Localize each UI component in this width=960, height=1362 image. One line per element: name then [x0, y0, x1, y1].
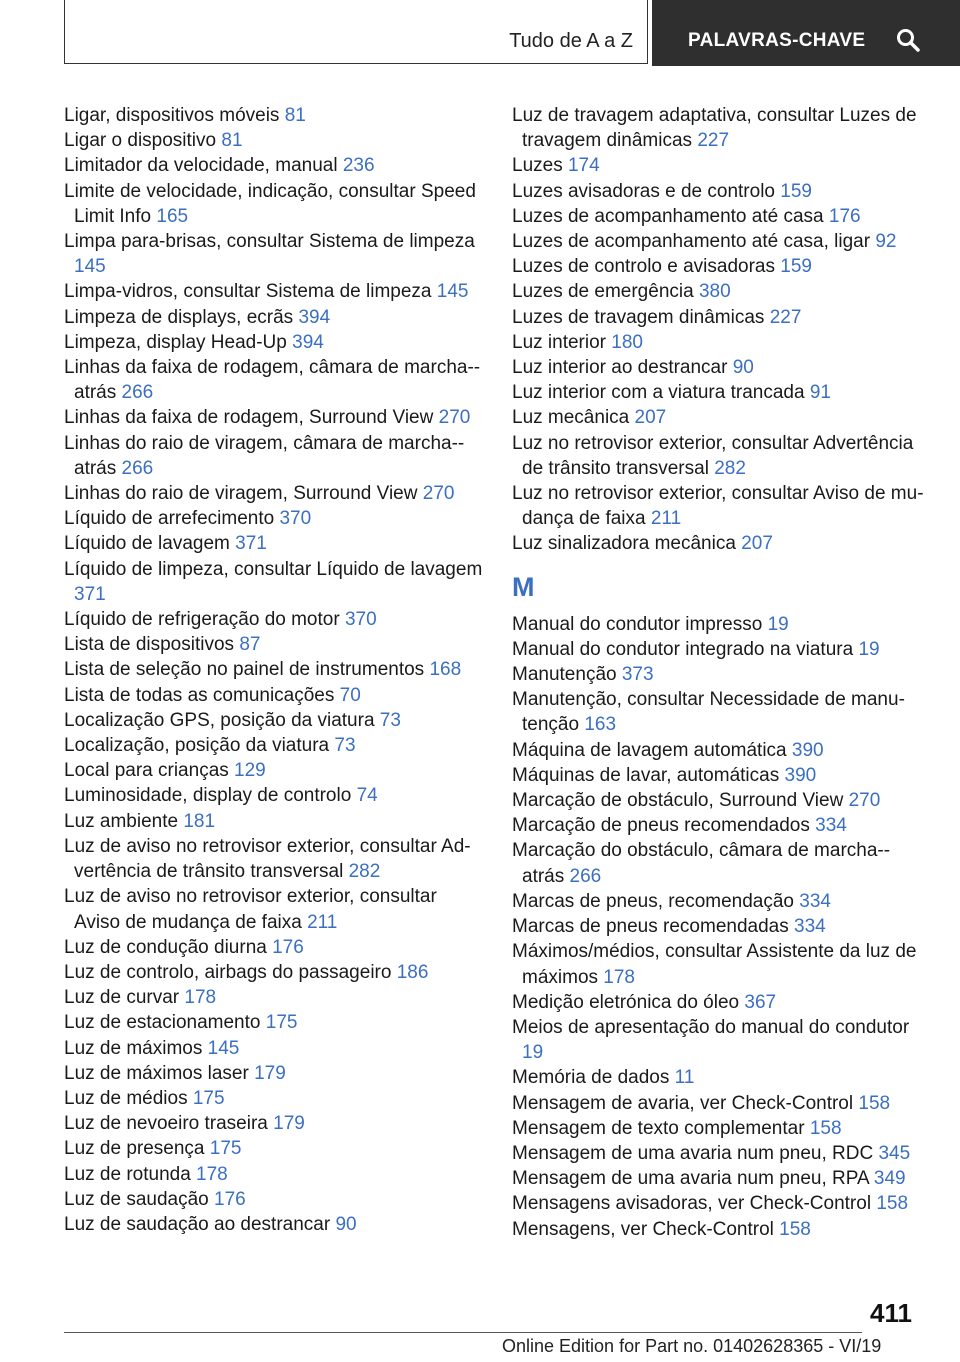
- index-entry-page-link[interactable]: 168: [429, 659, 462, 681]
- index-entry-text: Luzes de acompanhamento até casa: [512, 205, 824, 227]
- index-entry[interactable]: [512, 914, 932, 939]
- tab-a-to-z[interactable]: [64, 0, 648, 64]
- index-entry[interactable]: [512, 229, 932, 254]
- index-entry-page-link[interactable]: 81: [221, 130, 243, 152]
- index-entry[interactable]: [64, 557, 484, 607]
- index-entry-page-link[interactable]: 207: [634, 407, 667, 429]
- index-entry[interactable]: [64, 1187, 484, 1212]
- index-entry[interactable]: [512, 481, 932, 531]
- index-entry[interactable]: [512, 1217, 932, 1242]
- index-entry-page-link[interactable]: 334: [799, 890, 831, 912]
- index-entry[interactable]: [512, 813, 932, 838]
- index-entry-text: Luz de condução diurna: [64, 936, 267, 958]
- index-entry[interactable]: [64, 103, 484, 128]
- index-entry-page-link[interactable]: 266: [121, 457, 154, 479]
- index-entry-text: Luz no retrovisor exterior, consultar Advertência de trânsito transversal: [512, 432, 914, 479]
- index-entry-text: Mensagens, ver Check-Control: [512, 1218, 774, 1240]
- index-entry-text: Luz de aviso no retrovisor exterior, consultar Advertência de trânsito transversal: [64, 835, 471, 883]
- index-entry[interactable]: [512, 254, 932, 279]
- index-entry-page-link[interactable]: 270: [438, 407, 471, 429]
- index-entry[interactable]: [512, 531, 932, 556]
- index-entry-text: Limite de velocidade, indicação, consultar Speed Limit Info: [64, 180, 476, 227]
- index-entry[interactable]: [64, 1136, 484, 1161]
- index-entry-page-link[interactable]: 175: [209, 1138, 242, 1160]
- index-entry-text: Marcação de pneus recomendados: [512, 815, 810, 837]
- index-entry[interactable]: [512, 990, 932, 1015]
- index-entry-page-link[interactable]: 270: [848, 790, 881, 812]
- index-entry[interactable]: [64, 1010, 484, 1035]
- index-entry-text: Luz de controlo, airbags do passageiro: [64, 961, 392, 983]
- index-entry[interactable]: [64, 884, 484, 934]
- index-entry-text: Localização, posição da viatura: [64, 735, 330, 757]
- index-entry-page-link[interactable]: 181: [183, 810, 216, 832]
- index-entry-text: Luz de curvar: [64, 987, 180, 1009]
- header-bar: [0, 0, 960, 66]
- index-entry-page-link[interactable]: 73: [379, 709, 401, 731]
- index-entry-page-link[interactable]: 227: [769, 306, 802, 328]
- index-entry[interactable]: [64, 809, 484, 834]
- index-entry-page-link[interactable]: 159: [780, 256, 812, 278]
- index-entry-text: Luz de médios: [64, 1087, 188, 1109]
- index-entry-text: Luzes de travagem dinâmicas: [512, 306, 765, 328]
- index-entry-page-link[interactable]: 158: [876, 1193, 909, 1215]
- index-entry-page-link[interactable]: 266: [121, 382, 154, 404]
- section-letter: M: [512, 571, 535, 602]
- index-entry-text: Luzes de emergência: [512, 281, 694, 303]
- index-entry-page-link[interactable]: 90: [335, 1213, 357, 1235]
- index-entry-page-link[interactable]: 129: [234, 760, 266, 782]
- index-entry-text: Limpeza de displays, ecrãs: [64, 306, 294, 328]
- index-entry-text: Limpa-vidros, consultar Sistema de limpeza: [64, 281, 432, 303]
- index-entry-page-link[interactable]: 390: [791, 739, 824, 761]
- index-entry[interactable]: [64, 1086, 484, 1111]
- index-entry-text: Luz interior com a viatura trancada: [512, 382, 805, 404]
- index-entry-text: Luz ambiente: [64, 810, 179, 832]
- index-entry-page-link[interactable]: 211: [650, 508, 682, 530]
- index-entry[interactable]: [512, 1141, 932, 1166]
- index-entry-text: Mensagem de uma avaria num pneu, RDC: [512, 1142, 874, 1164]
- index-entry[interactable]: [64, 834, 484, 884]
- index-entry-page-link[interactable]: 394: [298, 306, 331, 328]
- index-entry-text: Marcas de pneus, recomendação: [512, 890, 794, 912]
- index-entry-text: Linhas do raio de viragem, Surround View: [64, 483, 418, 505]
- index-entry-page-link[interactable]: 266: [569, 865, 602, 887]
- index-entry-page-link[interactable]: 11: [674, 1067, 695, 1089]
- index-entry-text: Máximos/médios, consultar Assistente da luz de máximos: [512, 941, 917, 988]
- index-entry[interactable]: [512, 305, 932, 330]
- index-entry[interactable]: [64, 279, 484, 304]
- index-entry-text: Luminosidade, display de controlo: [64, 785, 352, 807]
- index-entry-text: Localização GPS, posição da viatura: [64, 709, 375, 731]
- index-entry[interactable]: [512, 330, 932, 355]
- index-entry-text: Linhas da faixa de rodagem, Surround View: [64, 407, 434, 429]
- index-entry-page-link[interactable]: 207: [741, 533, 773, 555]
- index-entry-text: Lista de seleção no painel de instrumentos: [64, 659, 425, 681]
- index-group-m: [512, 612, 932, 1242]
- index-entry-text: Luz mecânica: [512, 407, 630, 429]
- index-entry-text: Local para crianças: [64, 760, 229, 782]
- index-entry-text: Mensagem de avaria, ver Check-Control: [512, 1092, 854, 1114]
- index-entry-text: Luz de travagem adaptativa, consultar Luzes de travagem dinâmicas: [512, 105, 917, 152]
- index-entry-text: Luz de rotunda: [64, 1163, 191, 1185]
- index-entry[interactable]: [64, 305, 484, 330]
- index-entry-text: Luz de máximos laser: [64, 1062, 249, 1084]
- index-entry-text: Luz interior: [512, 331, 606, 353]
- index-entry-page-link[interactable]: 180: [611, 331, 643, 353]
- index-entry-text: Lista de dispositivos: [64, 634, 235, 656]
- index-entry-text: Luz de estacionamento: [64, 1012, 261, 1034]
- index-entry[interactable]: [64, 531, 484, 556]
- index-entry-text: Limpeza, display Head-Up: [64, 331, 287, 353]
- index-entry[interactable]: [512, 788, 932, 813]
- index-entry-page-link[interactable]: 163: [584, 714, 617, 736]
- index-entry[interactable]: [64, 1061, 484, 1086]
- index-entry[interactable]: [512, 204, 932, 229]
- index-entry-text: Ligar o dispositivo: [64, 130, 217, 152]
- index-entry[interactable]: [64, 1162, 484, 1187]
- index-entry-page-link[interactable]: 179: [254, 1062, 286, 1084]
- index-entry-page-link[interactable]: 371: [235, 533, 267, 555]
- index-entry-text: Limpa para-brisas, consultar Sistema de limpeza: [64, 231, 475, 253]
- index-entry-page-link[interactable]: 176: [214, 1188, 246, 1210]
- index-entry-page-link[interactable]: 73: [334, 735, 356, 757]
- index-entry[interactable]: [512, 380, 932, 405]
- index-entry-page-link[interactable]: 159: [780, 180, 812, 202]
- index-entry-text: Luzes de controlo e avisadoras: [512, 256, 775, 278]
- index-entry-page-link[interactable]: 70: [339, 684, 361, 706]
- index-entry-page-link[interactable]: 175: [265, 1012, 298, 1034]
- index-entry-text: Luzes avisadoras e de controlo: [512, 180, 775, 202]
- index-entry-page-link[interactable]: 270: [422, 483, 455, 505]
- index-entry-page-link[interactable]: 91: [809, 382, 831, 404]
- index-entry[interactable]: [512, 612, 932, 637]
- index-column-right: [512, 103, 932, 1242]
- index-entry-text: Ligar, dispositivos móveis: [64, 105, 280, 126]
- index-entry-page-link[interactable]: 145: [207, 1037, 240, 1059]
- index-entry-text: Luzes de acompanhamento até casa, ligar: [512, 231, 871, 253]
- index-entry[interactable]: [64, 708, 484, 733]
- index-entry-text: Luz de nevoeiro traseira: [64, 1113, 268, 1135]
- index-entry-page-link[interactable]: 227: [697, 130, 730, 152]
- index-entry[interactable]: [64, 1111, 484, 1136]
- footer-divider: [64, 1332, 862, 1333]
- index-entry[interactable]: [512, 1116, 932, 1141]
- index-entry-page-link[interactable]: 90: [732, 357, 754, 379]
- index-entry[interactable]: [512, 279, 932, 304]
- index-entry-page-link[interactable]: 186: [396, 961, 429, 983]
- index-entry-text: Luz interior ao destrancar: [512, 357, 728, 379]
- index-entry[interactable]: [512, 103, 932, 153]
- index-entry-text: Marcação de obstáculo, Surround View: [512, 790, 844, 812]
- index-entry-page-link[interactable]: 236: [342, 155, 375, 177]
- index-entry[interactable]: [64, 733, 484, 758]
- index-entry-page-link[interactable]: 176: [828, 205, 861, 227]
- index-entry[interactable]: [64, 607, 484, 632]
- index-entry[interactable]: [64, 481, 484, 506]
- index-entry[interactable]: [64, 758, 484, 783]
- index-entry-text: Líquido de refrigeração do motor: [64, 609, 340, 631]
- tab-a-to-z-label: Tudo de A a Z: [509, 30, 633, 52]
- index-entry-text: Manual do condutor integrado na viatura: [512, 638, 854, 660]
- index-entry-text: Linhas da faixa de rodagem, câmara de marcha-‍-atrás: [64, 357, 481, 404]
- index-entry-page-link[interactable]: 370: [344, 609, 377, 631]
- index-entry-page-link[interactable]: 92: [875, 231, 897, 253]
- index-entry[interactable]: [512, 738, 932, 763]
- index-entry-page-link[interactable]: 367: [744, 991, 777, 1013]
- index-entry[interactable]: [64, 1036, 484, 1061]
- index-entry-text: Meios de apresentação do manual do condutor: [512, 1016, 910, 1038]
- index-entry-page-link[interactable]: 178: [603, 966, 635, 988]
- index-entry[interactable]: [512, 687, 932, 737]
- index-entry-page-link[interactable]: 19: [858, 638, 880, 660]
- index-entry-page-link[interactable]: 282: [714, 457, 746, 479]
- index-entry[interactable]: [64, 683, 484, 708]
- index-entry-text: Líquido de arrefecimento: [64, 508, 275, 530]
- index-entry-page-link[interactable]: 178: [196, 1163, 228, 1185]
- index-entry[interactable]: [512, 889, 932, 914]
- index-entry-text: Memória de dados: [512, 1067, 670, 1089]
- index-entry-text: Medição eletrónica do óleo: [512, 991, 740, 1013]
- index-entry[interactable]: [64, 330, 484, 355]
- index-entry-page-link[interactable]: 145: [74, 256, 106, 278]
- index-entry[interactable]: [512, 1091, 932, 1116]
- index-entry[interactable]: [64, 783, 484, 808]
- footer-edition: Online Edition for Part no. 01402628365 - VI/19: [502, 1336, 882, 1356]
- index-entry[interactable]: [64, 657, 484, 682]
- index-entry-text: Luz de máximos: [64, 1037, 203, 1059]
- index-entry-page-link[interactable]: 19: [522, 1042, 544, 1064]
- index-entry-page-link[interactable]: 179: [273, 1113, 305, 1135]
- index-entry[interactable]: [64, 179, 484, 229]
- tab-keywords-label: PALAVRAS-CHAVE: [688, 30, 866, 51]
- index-entry-page-link[interactable]: 394: [292, 331, 324, 353]
- index-entry[interactable]: [64, 935, 484, 960]
- index-entry[interactable]: [512, 939, 932, 989]
- index-entry-page-link[interactable]: 373: [621, 664, 654, 686]
- index-entry-text: Luz sinalizadora mecânica: [512, 533, 736, 555]
- index-entry-text: Limitador da velocidade, manual: [64, 155, 338, 177]
- index-entry-text: Manutenção: [512, 664, 617, 686]
- index-entry-page-link[interactable]: 390: [784, 764, 817, 786]
- index-entry-text: Luz de aviso no retrovisor exterior, consultar Aviso de mudança de faixa: [64, 886, 437, 933]
- index-entry-text: Máquinas de lavar, automáticas: [512, 764, 780, 786]
- index-entry[interactable]: [64, 405, 484, 430]
- index-entry-text: Linhas do raio de viragem, câmara de marcha-‍-atrás: [64, 432, 465, 479]
- index-entry-text: Líquido de limpeza, consultar Líquido de lavagem: [64, 558, 483, 580]
- index-entry[interactable]: [512, 763, 932, 788]
- index-entry[interactable]: [512, 355, 932, 380]
- index-entry[interactable]: [512, 637, 932, 662]
- index-entry-page-link[interactable]: 158: [809, 1117, 842, 1139]
- index-column-left: [64, 103, 484, 1237]
- index-entry[interactable]: [512, 838, 932, 888]
- index-entry-page-link[interactable]: 74: [356, 785, 378, 807]
- index-entry-page-link[interactable]: 349: [873, 1168, 906, 1190]
- index-entry-page-link[interactable]: 334: [815, 815, 847, 837]
- index-entry-page-link[interactable]: 175: [192, 1087, 225, 1109]
- index-entry-page-link[interactable]: 345: [878, 1142, 911, 1164]
- index-entry-text: Máquina de lavagem automática: [512, 739, 787, 761]
- index-entry-page-link[interactable]: 158: [779, 1218, 811, 1240]
- index-entry-text: Mensagem de texto complementar: [512, 1117, 805, 1139]
- index-entry-text: Luz no retrovisor exterior, consultar Aviso de mudança de faixa: [512, 483, 924, 530]
- index-entry[interactable]: [512, 179, 932, 204]
- index-entry-page-link[interactable]: 334: [794, 916, 826, 938]
- index-entry-text: Mensagens avisadoras, ver Check-Control: [512, 1193, 872, 1215]
- index-entry[interactable]: [64, 229, 484, 279]
- index-entry-text: Luz de presença: [64, 1138, 205, 1160]
- index-entry-page-link[interactable]: 19: [767, 613, 789, 635]
- index-entry-text: Luz de saudação ao destrancar: [64, 1213, 331, 1235]
- index-entry-page-link[interactable]: 282: [348, 861, 381, 883]
- index-entry[interactable]: [64, 128, 484, 153]
- index-entry[interactable]: [512, 662, 932, 687]
- index-entry[interactable]: [64, 985, 484, 1010]
- index-entry[interactable]: [512, 431, 932, 481]
- index-entry-page-link[interactable]: 380: [698, 281, 731, 303]
- index-entry-page-link[interactable]: 165: [156, 205, 189, 227]
- search-icon: [896, 28, 920, 52]
- index-entry[interactable]: [64, 1212, 484, 1237]
- index-entry-page-link[interactable]: 178: [184, 987, 217, 1009]
- index-entry-page-link[interactable]: 87: [239, 634, 261, 656]
- index-entry[interactable]: [64, 355, 484, 405]
- index-entry-text: Luzes: [512, 155, 563, 177]
- index-entry[interactable]: [512, 1166, 932, 1191]
- index-entry[interactable]: [64, 632, 484, 657]
- index-entry-text: Luz de saudação: [64, 1188, 209, 1210]
- index-entry[interactable]: [64, 960, 484, 985]
- index-entry-page-link[interactable]: 174: [567, 155, 600, 177]
- index-entry[interactable]: [512, 405, 932, 430]
- index-entry-text: Manutenção, consultar Necessidade de manutenção: [512, 689, 905, 736]
- index-entry-page-link[interactable]: 371: [74, 583, 106, 605]
- index-entry-page-link[interactable]: 145: [436, 281, 469, 303]
- index-entry-text: Marcação do obstáculo, câmara de marcha-‍-atrás: [512, 840, 891, 887]
- index-entry[interactable]: [64, 153, 484, 178]
- index-group-l: [512, 103, 932, 557]
- page-number: 411: [870, 1298, 912, 1328]
- index-entry[interactable]: [64, 506, 484, 531]
- index-entry[interactable]: [512, 1015, 932, 1065]
- index-entry-page-link[interactable]: 158: [858, 1092, 891, 1114]
- index-entry-text: Lista de todas as comunicações: [64, 684, 335, 706]
- index-entry-text: Mensagem de uma avaria num pneu, RPA: [512, 1168, 869, 1190]
- index-entry-text: Líquido de lavagem: [64, 533, 230, 555]
- index-entry-page-link[interactable]: 176: [272, 936, 304, 958]
- index-entry[interactable]: [512, 153, 932, 178]
- index-entry-page-link[interactable]: 81: [284, 105, 306, 126]
- index-entry-page-link[interactable]: 211: [307, 911, 338, 933]
- index-entry[interactable]: [512, 1191, 932, 1216]
- tab-keywords[interactable]: [652, 0, 960, 66]
- index-entry-text: Manual do condutor impresso: [512, 613, 763, 635]
- index-entry[interactable]: [512, 1065, 932, 1090]
- index-entry-text: Marcas de pneus recomendadas: [512, 916, 789, 938]
- index-entry[interactable]: [64, 431, 484, 481]
- index-entry-page-link[interactable]: 370: [279, 508, 312, 530]
